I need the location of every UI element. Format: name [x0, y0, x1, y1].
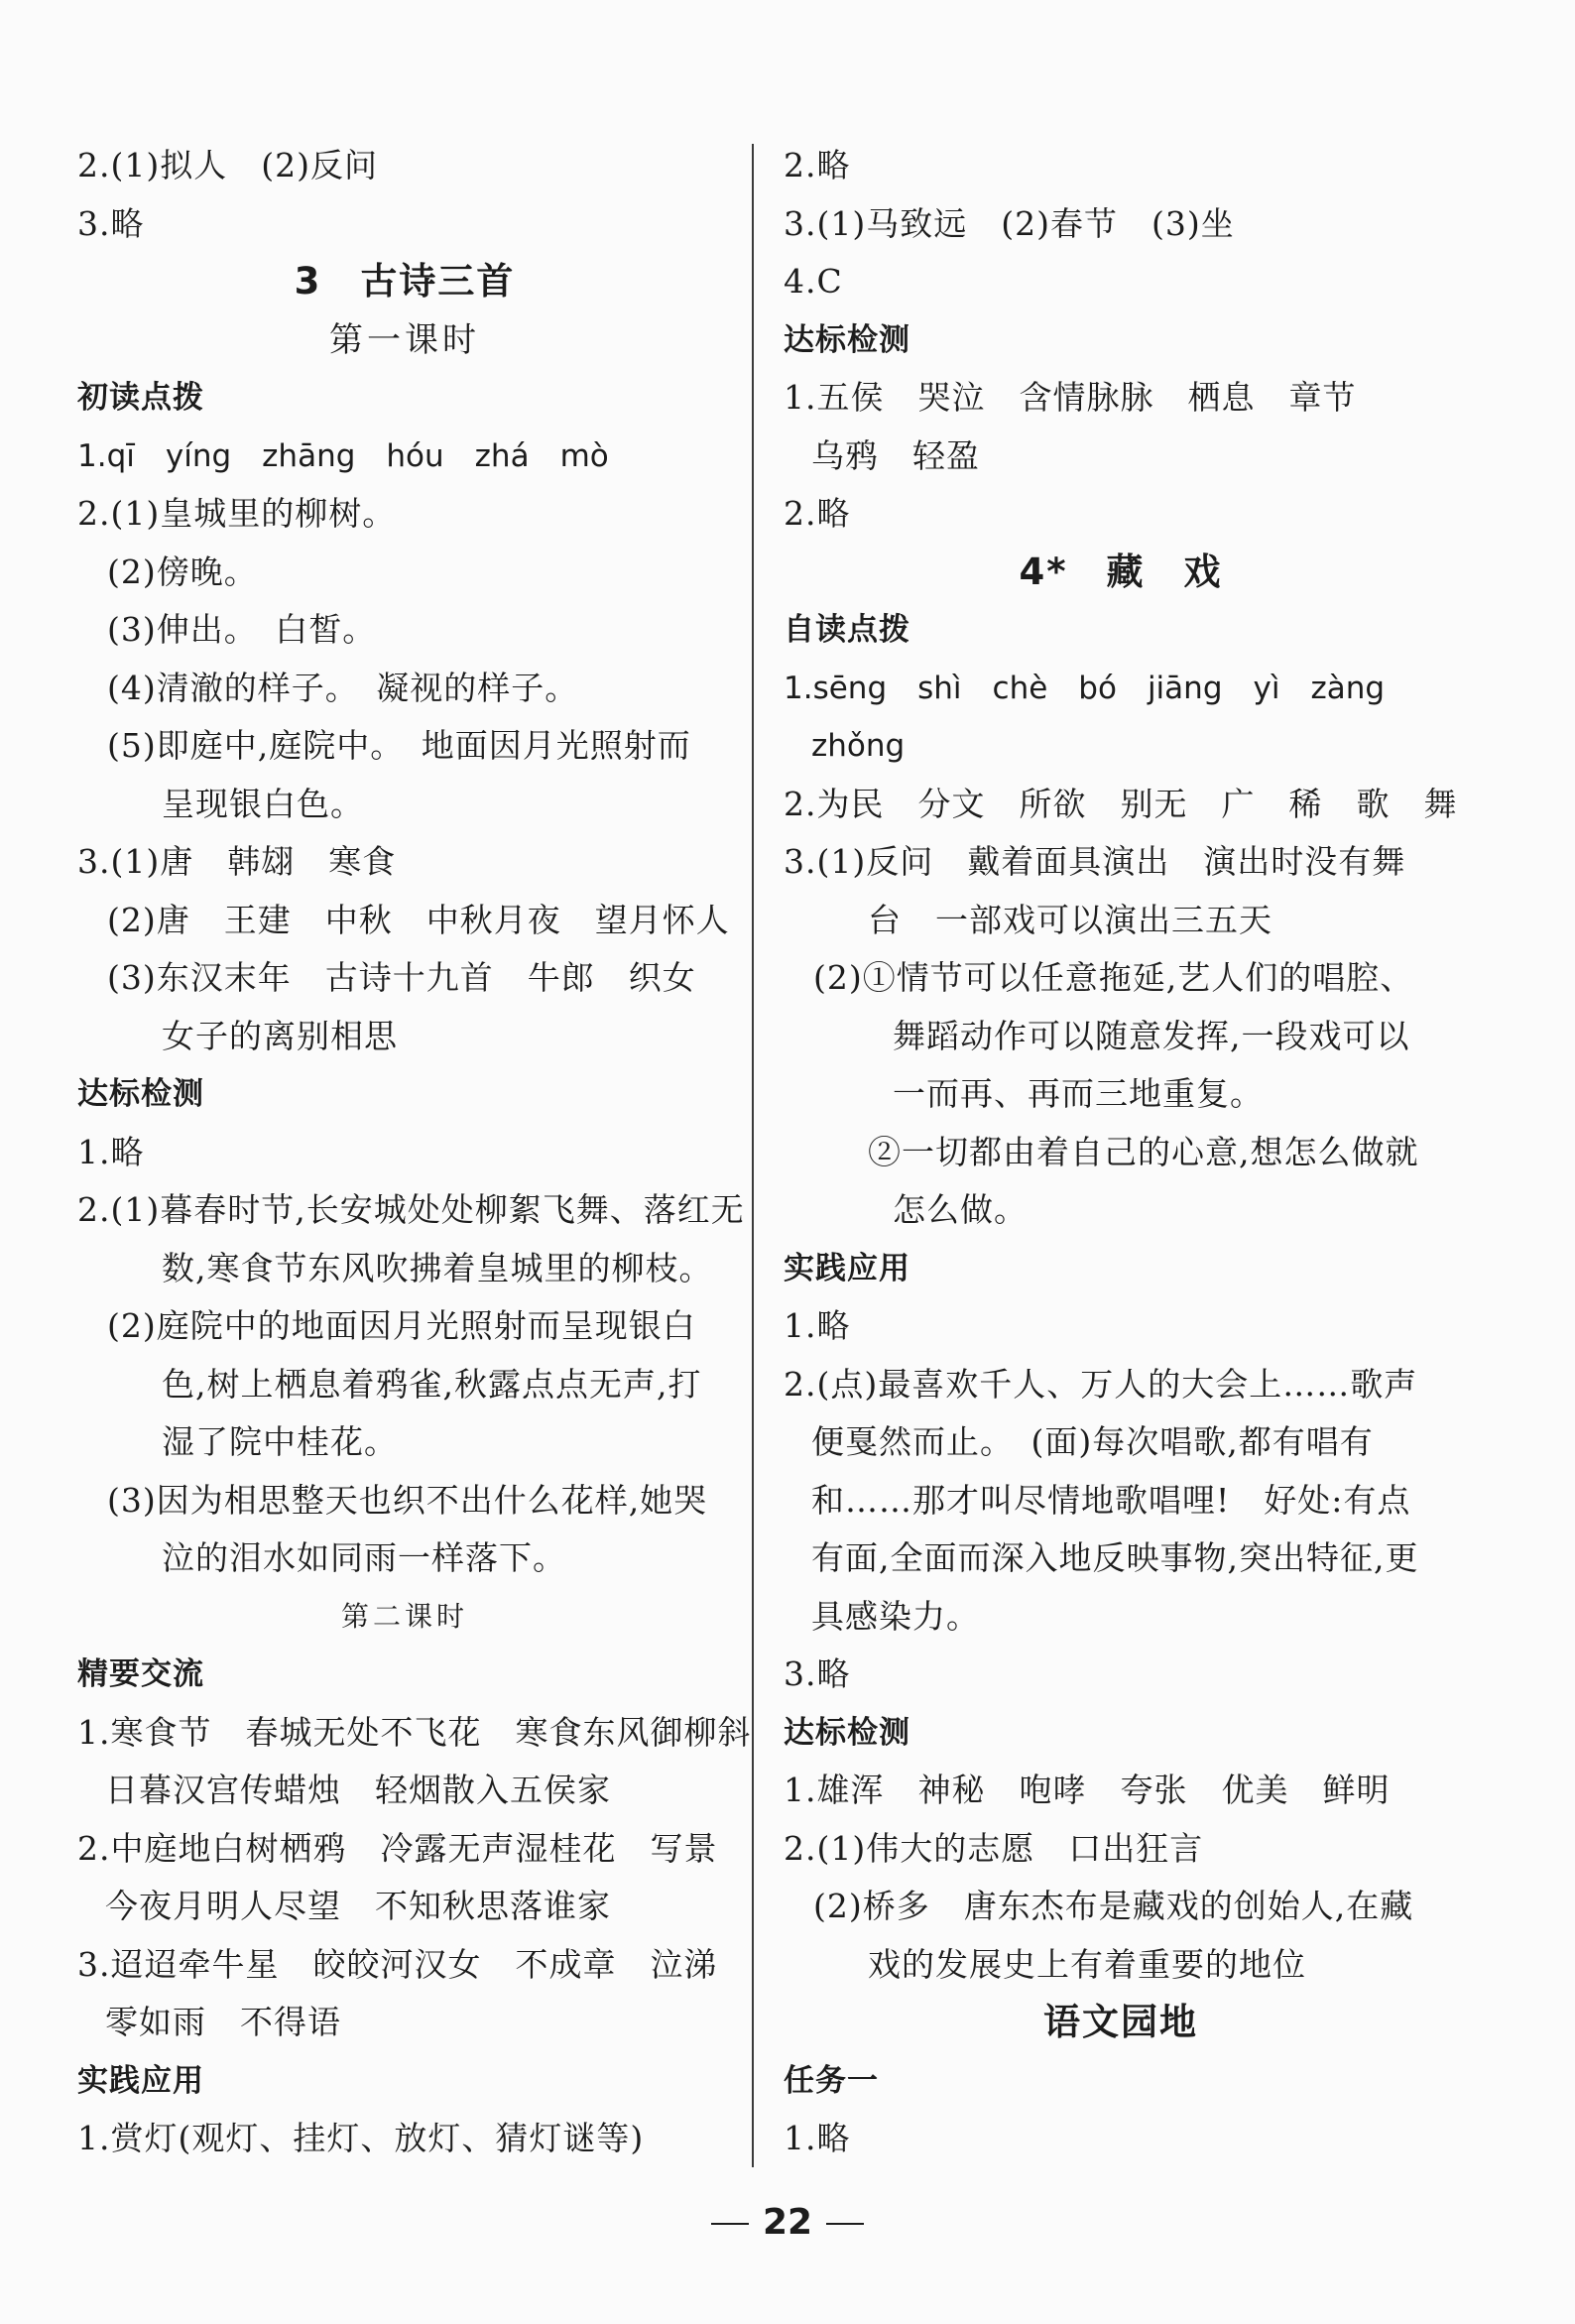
lesson-title: 3 古诗三首	[294, 260, 516, 303]
footer-dash-left	[711, 2223, 749, 2225]
answer-line: (3)伸出。 白皙。	[107, 610, 377, 649]
answer-line: 3.(1)马致远 (2)春节 (3)坐	[784, 203, 1235, 243]
answer-line: 具感染力。	[811, 1596, 980, 1636]
answer-line: (2)傍晚。	[107, 551, 258, 591]
lesson-title: 4* 藏 戏	[1019, 550, 1223, 593]
answer-line: 1.略	[77, 1132, 145, 1171]
answer-line: (2)①情节可以任意拖延,艺人们的唱腔、	[813, 958, 1414, 997]
answer-line: 1.寒食节 春城无处不飞花 寒食东风御柳斜	[77, 1712, 752, 1752]
answer-line: (3)东汉末年 古诗十九首 牛郎 织女	[107, 958, 696, 997]
section-heading: 实践应用	[77, 2062, 204, 2099]
answer-line: 泣的泪水如同雨一样落下。	[162, 1538, 566, 1577]
answer-line: ②一切都由着自己的心意,想怎么做就	[868, 1132, 1419, 1171]
answer-line: 台 一部戏可以演出三五天	[868, 900, 1272, 939]
lesson-title: 语文园地	[1043, 2001, 1198, 2043]
answer-line: 1.qī yíng zhāng hóu zhá mò	[77, 437, 609, 474]
answer-line: (2)桥多 唐东杰布是藏戏的创始人,在藏	[813, 1887, 1414, 1925]
answer-line: 3.迢迢牵牛星 皎皎河汉女 不成章 泣涕	[77, 1944, 718, 1984]
answer-line: 3.(1)反问 戴着面具演出 演出时没有舞	[784, 842, 1406, 881]
column-divider	[752, 144, 754, 2167]
section-heading: 任务一	[784, 2062, 879, 2099]
lesson-period-heading: 第二课时	[340, 1599, 468, 1633]
answer-line: 1.雄浑 神秘 咆哮 夸张 优美 鲜明	[784, 1771, 1391, 1809]
answer-line: 3.略	[784, 1654, 851, 1693]
answer-line: 便戛然而止。 (面)每次唱歌,都有唱有	[811, 1422, 1374, 1461]
section-heading: 达标检测	[77, 1076, 204, 1112]
page-number: 22	[762, 2202, 813, 2243]
answer-line: 3.略	[77, 203, 145, 243]
answer-line: 和……那才叫尽情地歌唱哩! 好处:有点	[811, 1480, 1411, 1520]
answer-line: 数,寒食节东风吹拂着皇城里的柳枝。	[162, 1248, 713, 1287]
left-column	[77, 137, 752, 2168]
answer-line: 1.sēng shì chè bó jiāng yì zàng	[784, 670, 1386, 706]
answer-line: 2.为民 分文 所欲 别无 广 稀 歌 舞	[784, 784, 1458, 823]
answer-line: 2.(1)伟大的志愿 口出狂言	[784, 1828, 1204, 1868]
answer-line: (4)清澈的样子。 凝视的样子。	[107, 668, 579, 707]
answer-line: 湿了院中桂花。	[162, 1422, 398, 1461]
lesson-period-heading: 第一课时	[329, 319, 480, 360]
answer-line: 日暮汉宫传蜡烛 轻烟散入五侯家	[105, 1771, 611, 1809]
answer-line: 1.略	[784, 2119, 851, 2157]
answer-line: 2.中庭地白树栖鸦 冷露无声湿桂花 写景	[77, 1828, 718, 1868]
section-heading: 达标检测	[784, 1714, 910, 1751]
answer-line: 1.五侯 哭泣 含情脉脉 栖息 章节	[784, 378, 1357, 417]
answer-line: 乌鸦 轻盈	[811, 435, 980, 475]
answer-line: 怎么做。	[893, 1190, 1028, 1229]
answer-line: 一而再、再而三地重复。	[893, 1074, 1264, 1113]
answer-line: (2)唐 王建 中秋 中秋月夜 望月怀人	[107, 900, 730, 939]
answer-line: 色,树上栖息着鸦雀,秋露点点无声,打	[162, 1364, 702, 1404]
answer-line: 1.略	[784, 1306, 851, 1345]
page-footer	[0, 2202, 1575, 2243]
answer-line: 零如雨 不得语	[105, 2003, 341, 2041]
answer-line: 有面,全面而深入地反映事物,突出特征,更	[811, 1538, 1419, 1577]
answer-line: 2.(1)暮春时节,长安城处处柳絮飞舞、落红无	[77, 1190, 745, 1229]
answer-line: 呈现银白色。	[162, 784, 364, 823]
answer-line: 2.略	[784, 146, 851, 184]
answer-line: 女子的离别相思	[162, 1016, 398, 1055]
section-heading: 自读点拨	[784, 612, 910, 648]
answer-line: (5)即庭中,庭院中。 地面因月光照射而	[107, 726, 691, 765]
section-heading: 初读点拨	[77, 380, 204, 416]
answer-line: 舞蹈动作可以随意发挥,一段戏可以	[893, 1016, 1410, 1055]
section-heading: 实践应用	[784, 1250, 910, 1286]
answer-line: 2.(1)拟人 (2)反问	[77, 146, 378, 184]
answer-line: 2.(1)皇城里的柳树。	[77, 494, 397, 533]
answer-line: 2.(点)最喜欢千人、万人的大会上……歌声	[784, 1364, 1418, 1404]
answer-line: 1.赏灯(观灯、挂灯、放灯、猜灯谜等)	[77, 2119, 645, 2157]
answer-line: (3)因为相思整天也织不出什么花样,她哭	[107, 1480, 708, 1520]
section-heading: 精要交流	[77, 1656, 204, 1692]
answer-line: 戏的发展史上有着重要的地位	[868, 1944, 1306, 1984]
answer-line: 3.(1)唐 韩翃 寒食	[77, 842, 397, 881]
footer-dash-right	[826, 2223, 864, 2225]
answer-line: zhǒng	[811, 728, 906, 764]
answer-line: 今夜月明人尽望 不知秋思落谁家	[105, 1887, 611, 1925]
answer-line: 2.略	[784, 494, 851, 533]
section-heading: 达标检测	[784, 321, 910, 358]
right-column	[784, 137, 1458, 2168]
answer-line: (2)庭院中的地面因月光照射而呈现银白	[107, 1306, 696, 1345]
answer-line: 4.C	[784, 262, 843, 301]
